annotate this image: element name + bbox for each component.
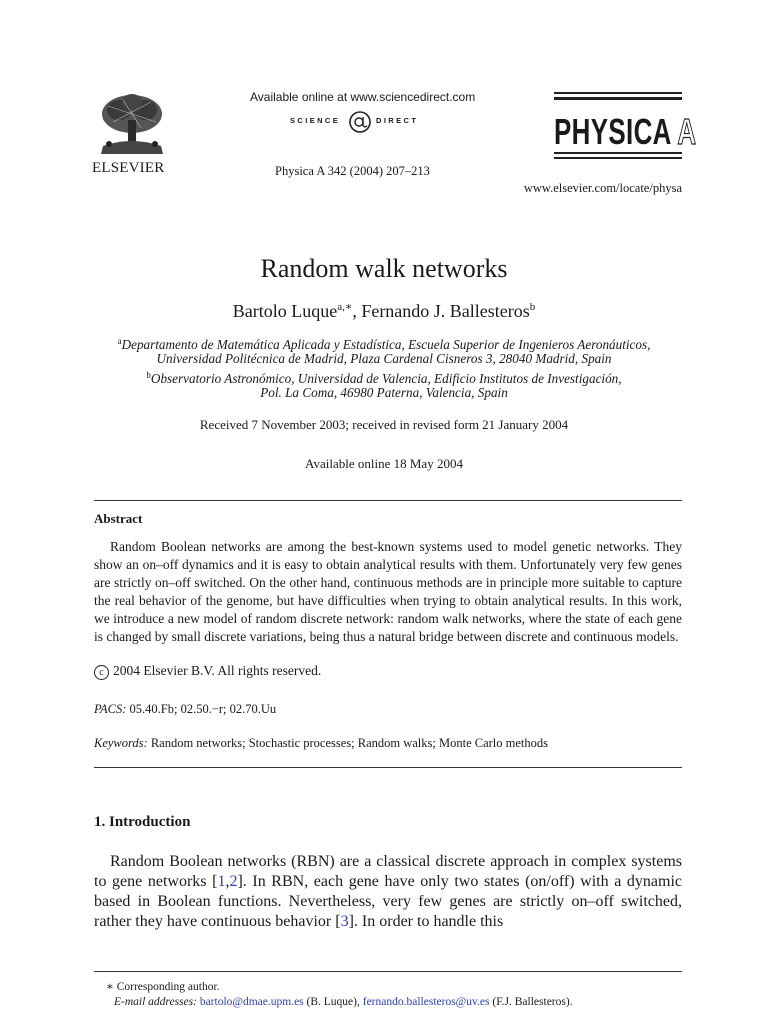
author-marks: a,∗ <box>337 301 353 313</box>
footnote-rule <box>94 971 682 972</box>
author-separator: , <box>352 301 362 321</box>
keywords: Keywords: Random networks; Stochastic processes; Random walks; Monte Carlo methods <box>94 736 548 750</box>
email-link[interactable]: bartolo@dmae.upm.es <box>199 996 304 1008</box>
author-list <box>0 300 768 322</box>
sciencedirect-logo-left: SCIENCE <box>290 116 341 125</box>
journal-logo-rules-top <box>554 92 682 103</box>
corresponding-author-note: ∗ Corresponding author. <box>106 981 220 993</box>
copyright-icon: c <box>94 665 109 680</box>
citation-link[interactable]: 2 <box>229 873 238 890</box>
publisher-name: ELSEVIER <box>92 160 165 176</box>
journal-logo-outline: A <box>677 111 697 152</box>
abstract-text: Random Boolean networks are among the best-known systems used to model genetic networks. They show an on–off dynamics and it is easy to obtain analytical results with them. Unfortunately very few genes are strictly on–off switched. On the other hand, continuous methods are in principle more suitable to capture the real behavior of the genome, but have difficulties when trying to obtain analytical results. In this work, we introduce a new model of random discrete network: random walk networks, where the state of each gene is changed by small discrete variations, being thus a natural bridge between discrete and continuous models. <box>94 539 682 644</box>
affiliation-a-line-2: Universidad Politécnica de Madrid, Plaza Cardenal Cisneros 3, 28040 Madrid, Spain <box>156 351 612 366</box>
abstract-bottom-rule <box>94 767 682 768</box>
abstract-top-rule <box>94 500 682 501</box>
article-title: Random walk networks <box>260 254 508 283</box>
introduction-paragraph: Random Boolean networks (RBN) are a classical discrete approach in complex systems to gene networks [1,2]. In RBN, each gene have only two states (on/off) with a dynamic based in Boolean functions. Nevertheless, very few genes are strictly on–off switched, rather they have continuous behavior [3]. In order to handle this <box>94 853 682 930</box>
journal-homepage-link[interactable]: www.elsevier.com/locate/physa <box>523 181 682 195</box>
journal-logo-rules-bottom <box>554 152 682 162</box>
author-name[interactable]: Fernando J. Ballesteros <box>361 301 530 321</box>
sciencedirect-logo-right: DIRECT <box>376 116 419 125</box>
affiliation-a-line-1: $^a$Departamento de Matemática Aplicada y Estadística, Escuela Superior de Ingenieros Aeronáuticos, <box>117 336 651 352</box>
citation-link[interactable]: 3 <box>340 913 349 930</box>
available-online-link[interactable]: Available online at www.sciencedirect.com <box>250 90 476 104</box>
received-dates: Received 7 November 2003; received in revised form 21 January 2004 <box>199 417 569 432</box>
email-link[interactable]: fernando.ballesteros@uv.es <box>362 996 490 1008</box>
journal-logo <box>554 112 696 152</box>
affiliation-b-line-2: Pol. La Coma, 46980 Paterna, Valencia, Spain <box>260 385 508 400</box>
affiliation-mark: b <box>146 370 151 380</box>
journal-logo-solid: PHYSICA <box>554 111 671 152</box>
at-sign-icon <box>348 110 372 134</box>
author-name[interactable]: Bartolo Luque <box>232 301 338 321</box>
journal-reference: Physica A 342 (2004) 207–213 <box>275 164 430 178</box>
pacs-codes: PACS: 05.40.Fb; 02.50.−r; 02.70.Uu <box>94 702 277 716</box>
email-addresses-note: E-mail addresses: bartolo@dmae.upm.es (B. Luque), fernando.ballesteros@uv.es (F.J. Ballesteros). <box>114 996 573 1008</box>
citation-link[interactable]: 1 <box>217 873 226 890</box>
abstract-heading: Abstract <box>94 511 143 526</box>
sciencedirect-logo <box>290 110 440 134</box>
section-heading: 1. Introduction <box>94 814 191 830</box>
available-online-date: Available online 18 May 2004 <box>305 456 463 471</box>
author-marks: b <box>529 301 536 313</box>
affiliation-b-line-1: $^b$Observatorio Astronómico, Universidad de Valencia, Edificio Institutos de Investigación, <box>146 370 622 386</box>
affiliation-mark: a <box>117 336 122 346</box>
copyright-line: c 2004 Elsevier B.V. All rights reserved. <box>94 663 321 680</box>
elsevier-tree-logo <box>93 92 171 156</box>
